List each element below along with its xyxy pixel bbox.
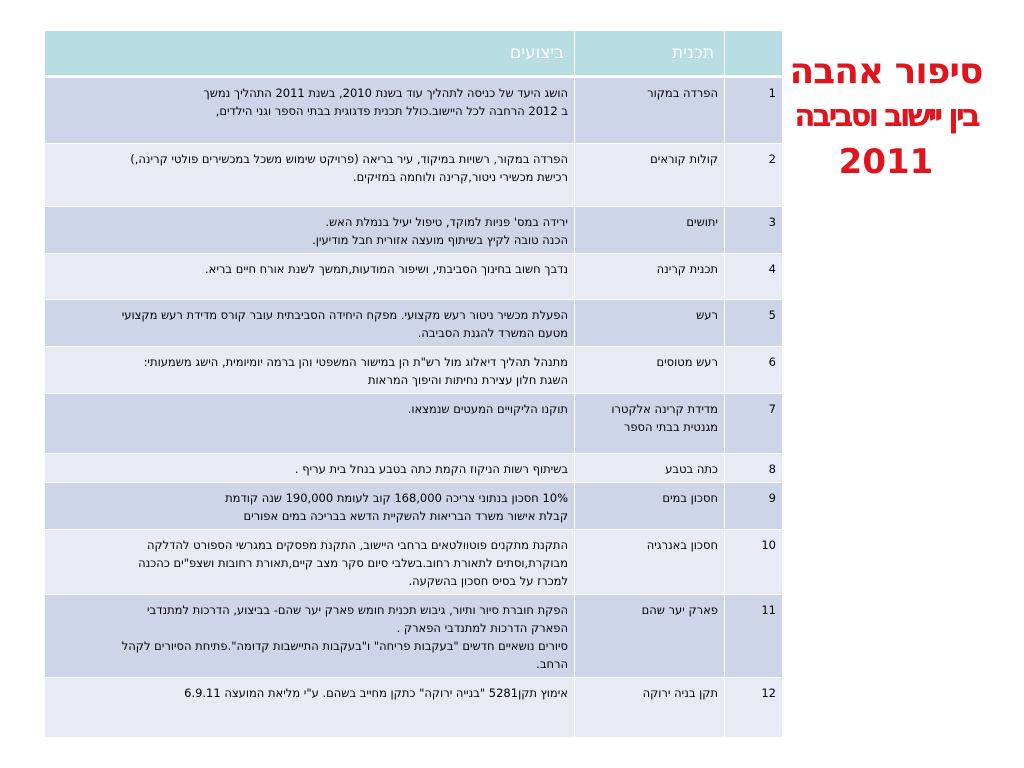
row-program-text: כתה בטבע [665, 462, 718, 476]
row-num: 8 [725, 454, 783, 483]
table-row [45, 144, 783, 207]
row-performance-text: תוקנו הליקויים המעטים שנמצאו. [407, 402, 568, 416]
header-num [725, 31, 783, 77]
row-performance-text: אימוץ תקן5281 "בנייה ירוקה" כתקן מחייב בשהם. ע"י מליאת המועצה 6.9.11 [184, 686, 568, 700]
header-performance: ביצועים [45, 31, 575, 77]
row-program-text: יתושים [686, 215, 718, 229]
row-performance [45, 144, 575, 207]
row-performance-text: ירידה במס' פניות למוקד, טיפול יעיל בנמלת האש. הכנה טובה לקיץ בשיתוף מועצה אזורית חבל מודיעין. [312, 215, 568, 247]
table-row [45, 483, 783, 530]
table-row [45, 394, 783, 454]
row-program-text: תקן בניה ירוקה [642, 686, 718, 700]
table-row [45, 207, 783, 254]
row-performance-text: 10% חסכון בנתוני צריכה 168,000 קוב לעומת 190,000 שנה קודמת קבלת אישור משרד הבריאות להשקיית הדשא בבריכה במים אפורים [225, 491, 568, 523]
row-performance-text: הפקת חוברת סיור ותיור, גיבוש תכנית חומש פארק יער שהם- בביצוע, הדרכות למתנדבי הפארק הדרכות למתנדבי הפארק . סיורים נושאיים חדשים "בעקבות פריחה" ו"בעקבות התיישבות קדומה".פתיחת הסיורים לקהל הרחב. [121, 603, 568, 671]
row-performance-text: בשיתוף רשות הניקוז הקמת כתה בטבע בנחל בית עריף . [294, 462, 568, 476]
row-num: 4 [725, 254, 783, 300]
row-program [575, 595, 725, 678]
row-program [575, 394, 725, 454]
title-line-2: בין יישוב וסביבה [794, 98, 978, 134]
row-performance [45, 595, 575, 678]
row-program [575, 530, 725, 595]
row-performance-text: הושג היעד של כניסה לתהליך עוד בשנת 2010, בשנת 2011 התהליך נמשך ב 2012 הרחבה לכל היישוב.כולל תכנית פדגוגית בבתי הספר וגני הילדים, [203, 86, 568, 118]
table-row [45, 595, 783, 678]
row-program [575, 347, 725, 394]
row-num: 1 [725, 77, 783, 144]
row-program [575, 254, 725, 300]
row-num: 6 [725, 347, 783, 394]
header-program: תכנית [575, 31, 725, 77]
row-program-text: מדידת קרינה אלקטרו מגנטית בבתי הספר [611, 402, 718, 434]
table-header-row [45, 31, 783, 77]
row-num: 10 [725, 530, 783, 595]
row-performance-text: מתנהל תהליך דיאלוג מול רש"ת הן במישור המשפטי והן ברמה יומיומית, הישג משמעותי: השגת חלון עצירת נחיתות והיפוך המראות [143, 355, 568, 387]
title-line-1: סיפור אהבה [789, 51, 983, 92]
row-program [575, 300, 725, 347]
table-row [45, 454, 783, 483]
row-performance [45, 678, 575, 738]
row-performance-text: נדבך חשוב בחינוך הסביבתי, ושיפור המודעות,תמשך לשנת אורח חיים בריא. [205, 262, 568, 276]
table-row [45, 77, 783, 144]
row-program-text: פארק יער שהם [641, 603, 718, 617]
row-performance [45, 300, 575, 347]
table-row [45, 347, 783, 394]
row-num: 11 [725, 595, 783, 678]
row-num: 5 [725, 300, 783, 347]
row-num: 2 [725, 144, 783, 207]
row-performance [45, 254, 575, 300]
table-row [45, 300, 783, 347]
row-program-text: הפרדה במקור [647, 86, 718, 100]
table-row [45, 530, 783, 595]
row-performance [45, 207, 575, 254]
row-program [575, 483, 725, 530]
row-num: 3 [725, 207, 783, 254]
row-performance [45, 347, 575, 394]
title-year: 2011 [838, 142, 934, 182]
row-program-text: חסכון במים [662, 491, 718, 505]
row-performance [45, 394, 575, 454]
row-num: 9 [725, 483, 783, 530]
row-program [575, 144, 725, 207]
row-num: 12 [725, 678, 783, 738]
row-num: 7 [725, 394, 783, 454]
row-program-text: חסכון באנרגיה [646, 538, 718, 552]
row-program [575, 454, 725, 483]
row-program-text: קולות קוראים [650, 152, 718, 166]
row-program [575, 678, 725, 738]
row-performance [45, 483, 575, 530]
row-performance-text: הפעלת מכשיר ניטור רעש מקצועי. מפקח היחידה הסביבתית עובר קורס מדידת רעש מקצועי מטעם המשרד להגנת הסביבה. [121, 308, 568, 340]
row-program-text: רעש [696, 308, 718, 322]
row-performance [45, 530, 575, 595]
row-performance-text: התקנת מתקנים פוטוולטאים ברחבי היישוב, התקנת מפסקים במגרשי הספורט להדלקה מבוקרת,וסתים לתאורת רחוב.בשלבי סיום סקר מצב קיים,תאורת רחובות ושצפ"ים כהכנה למכרז על בסיס חסכון בהשקעה. [138, 538, 568, 588]
row-performance [45, 454, 575, 483]
table-row [45, 254, 783, 300]
slide-title [782, 50, 990, 186]
table-row [45, 678, 783, 738]
performance-table [44, 30, 783, 738]
row-program [575, 207, 725, 254]
row-program-text: תכנית קרינה [656, 262, 718, 276]
row-program [575, 77, 725, 144]
row-performance [45, 77, 575, 144]
row-program-text: רעש מטוסים [656, 355, 718, 369]
row-performance-text: הפרדה במקור, רשויות במיקוד, עיר בריאה (פרויקט שימוש משכל במכשירים פולטי קרינה,) רכישת מכשירי ניטור,קרינה ולוחמה במזיקים. [130, 152, 568, 184]
